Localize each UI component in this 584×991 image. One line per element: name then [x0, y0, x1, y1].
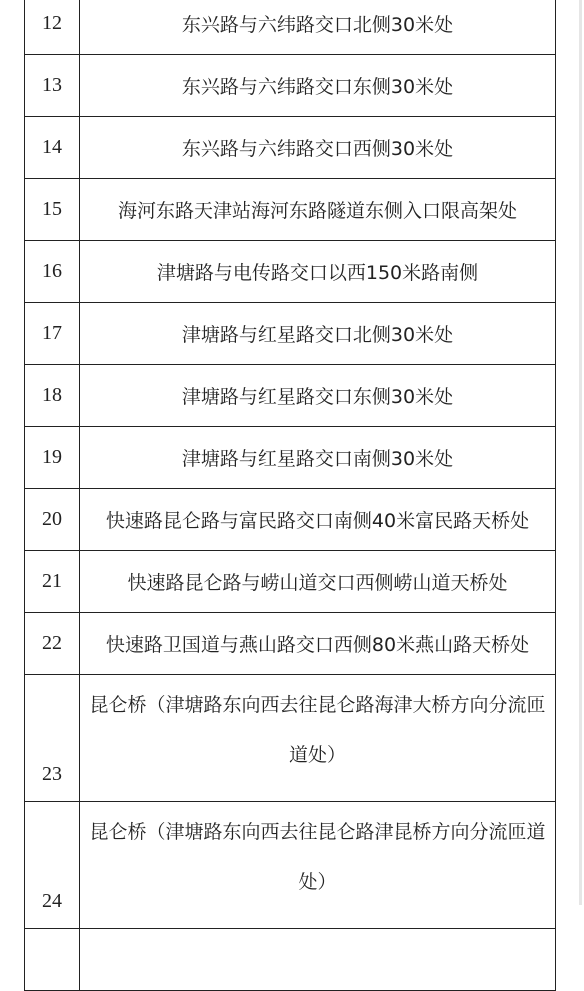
row-number: 14	[25, 117, 80, 179]
table-row	[25, 303, 556, 365]
location-cell	[80, 551, 556, 613]
table-row	[25, 427, 556, 489]
location-cell	[80, 489, 556, 551]
location-text: 津塘路与红星路交口南侧30米处	[181, 448, 454, 470]
location-text: 津塘路与红星路交口北侧30米处	[181, 324, 454, 346]
location-text: 津塘路与电传路交口以西150米路南侧	[156, 262, 479, 284]
location-cell	[80, 303, 556, 365]
row-number: 24	[25, 802, 80, 929]
location-text: 津塘路与红星路交口东侧30米处	[181, 386, 454, 408]
location-text: 昆仑桥（津塘路东向西去往昆仑路海津大桥方向分流匝道处）	[89, 694, 546, 766]
location-cell	[80, 427, 556, 489]
table-row	[25, 551, 556, 613]
row-number-empty	[25, 929, 80, 991]
row-number: 15	[25, 179, 80, 241]
row-number: 20	[25, 489, 80, 551]
location-cell	[80, 613, 556, 675]
row-number: 18	[25, 365, 80, 427]
location-cell	[80, 241, 556, 303]
locations-table-container	[24, 0, 556, 991]
location-text: 东兴路与六纬路交口东侧30米处	[181, 76, 454, 98]
row-number: 22	[25, 613, 80, 675]
location-text: 东兴路与六纬路交口西侧30米处	[181, 138, 454, 160]
location-cell-empty	[80, 929, 556, 991]
location-text: 海河东路天津站海河东路隧道东侧入口限高架处	[117, 200, 517, 222]
row-number: 12	[25, 0, 80, 55]
location-cell	[80, 55, 556, 117]
row-number: 19	[25, 427, 80, 489]
table-row	[25, 241, 556, 303]
row-number: 16	[25, 241, 80, 303]
locations-table	[24, 0, 556, 991]
location-text: 快速路昆仑路与崂山道交口西侧崂山道天桥处	[127, 572, 508, 594]
location-cell	[80, 117, 556, 179]
row-number: 21	[25, 551, 80, 613]
location-cell	[80, 675, 556, 802]
table-row	[25, 489, 556, 551]
location-text: 昆仑桥（津塘路东向西去往昆仑路津昆桥方向分流匝道处）	[89, 821, 546, 893]
table-row	[25, 613, 556, 675]
location-text: 快速路昆仑路与富民路交口南侧40米富民路天桥处	[105, 510, 530, 532]
table-row	[25, 179, 556, 241]
table-row	[25, 55, 556, 117]
table-row	[25, 0, 556, 55]
row-number: 13	[25, 55, 80, 117]
location-cell	[80, 802, 556, 929]
table-row	[25, 365, 556, 427]
location-text: 快速路卫国道与燕山路交口西侧80米燕山路天桥处	[105, 634, 530, 656]
table-row-partial	[25, 929, 556, 991]
table-row	[25, 675, 556, 802]
location-cell	[80, 0, 556, 55]
table-row	[25, 117, 556, 179]
table-row	[25, 802, 556, 929]
row-number: 23	[25, 675, 80, 802]
location-cell	[80, 179, 556, 241]
scrollbar-track	[579, 0, 582, 905]
location-cell	[80, 365, 556, 427]
location-text: 东兴路与六纬路交口北侧30米处	[181, 14, 454, 36]
row-number: 17	[25, 303, 80, 365]
